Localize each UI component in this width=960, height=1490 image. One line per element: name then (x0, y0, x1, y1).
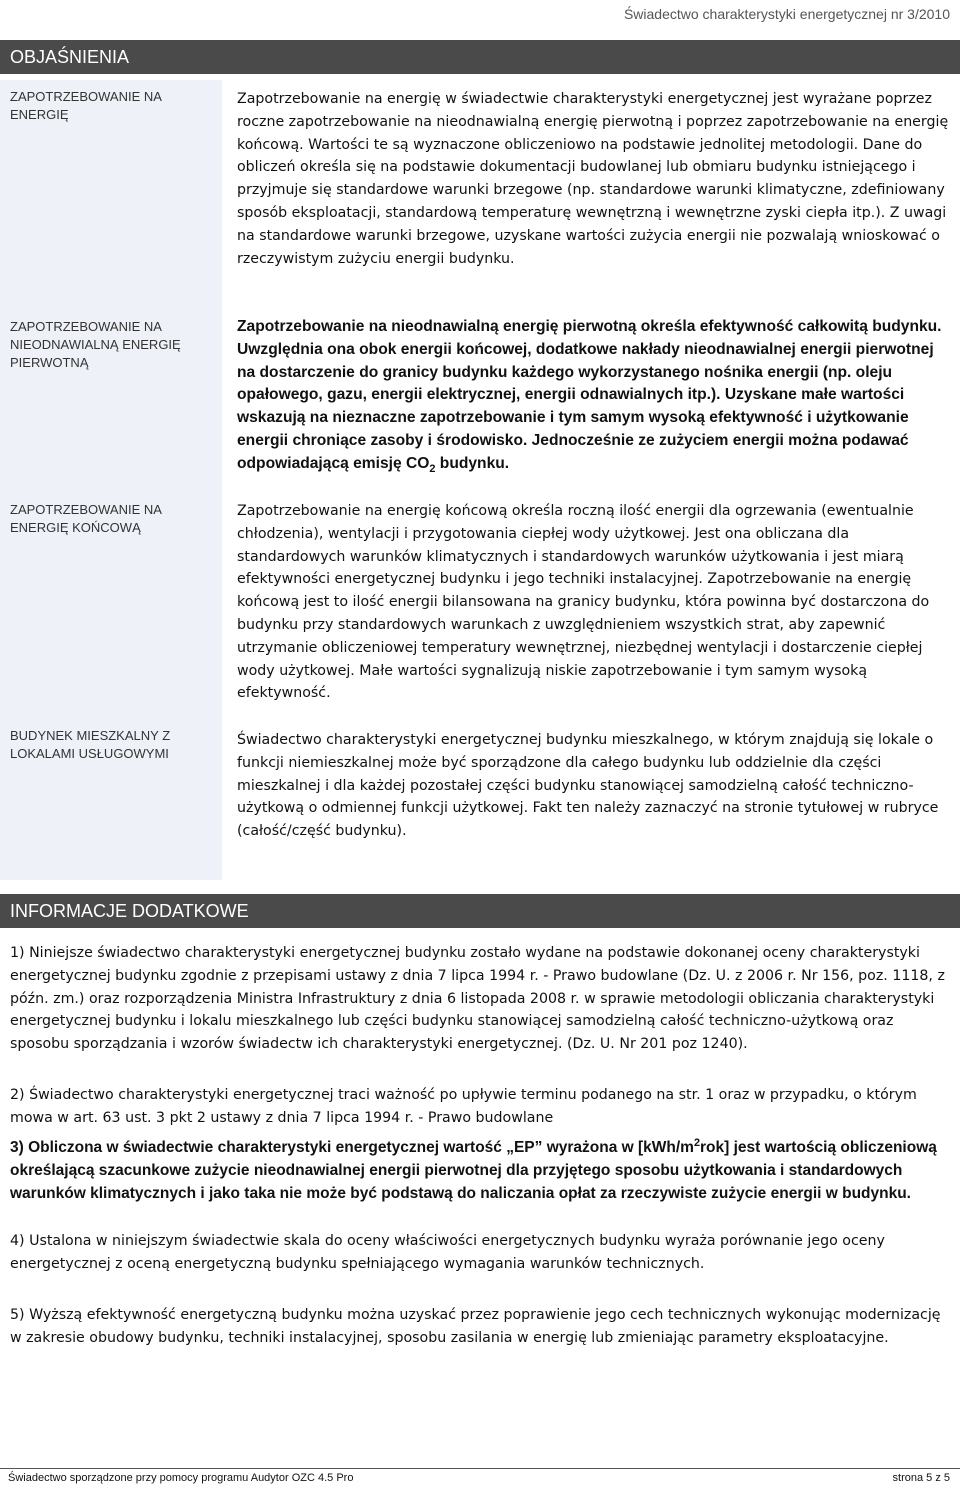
term-text-budynek: Świadectwo charakterystyki energetycznej budynku mieszkalnego, w którym znajdują się lokale o funkcji niemieszkalnej może być sporządzone dla całego budynku lub oddzielnie dla części mieszkalnej i dla każdej pozostałej części budynku stanowiącej samodzielną całość techniczno-użytkową o odmiennej funkcji użytkowej. Fakt ten należy zaznaczyć na stronie tytułowej w rubryce (całość/część budynku). (237, 732, 939, 840)
term-text-energia-koncowa: Zapotrzebowanie na energię końcową określa roczną ilość energii dla ogrzewania (ewentualnie chłodzenia), wentylacji i przygotowania ciepłej wody użytkowej. Jest ona obliczana dla standardowych warunków klimatycznych i standardowych warunków użytkowania i jest miarą efektywności energetycznej budynku i jego techniki instalacyjnej. Zapotrzebowanie na energię końcową jest to ilość energii bilansowana na granicy budynku, która powinna być dostarczona do budynku przy standardowych warunkach z uwzględnieniem wszystkich strat, aby zapewnić utrzymanie obliczeniowej temperatury wewnętrznej, niezbędnej wentylacji i dostarczenie ciepłej wody użytkowej. Małe wartości sygnalizują niskie zapotrzebowanie i tym samym wysoką efektywność. (237, 503, 930, 702)
section-header-objasnienia: OBJAŚNIENIA (0, 40, 960, 74)
info-paragraph-3: 3) Obliczona w świadectwie charakterystyki energetycznej wartość „EP” wyrażona w $[kWh/m^2rok]$ jest wartością obliczeniową określającą szacunkowe zużycie nieodnawialnej energii pierwotnej dla przyjętego sposobu użytkowania i standardowych warunków klimatycznych i jako taka nie może być podstawą do naliczania opłat za rzeczywiste zużycie energii w budynku. (10, 1137, 937, 1202)
page-number: strona 5 z 5 (892, 1472, 950, 1484)
info-paragraph-4: 4) Ustalona w niniejszym świadectwie skala do oceny właściwości energetycznych budynku wyraża porównanie jego oceny energetycznej z oceną energetyczną budynku spełniającego wymagania warunków technicznych. (10, 1233, 885, 1272)
info-paragraph-5: 5) Wyższą efektywność energetyczną budynku można uzyskać przez poprawienie jego cech technicznych wykonując modernizację w zakresie obudowy budynku, techniki instalacyjnej, sposobu zasilania w energię lub zmieniając parametry eksploatacyjne. (10, 1307, 941, 1346)
info-paragraph-2: 2) Świadectwo charakterystyki energetycznej traci ważność po upływie terminu podanego na str. 1 oraz w przypadku, o którym mowa w art. 63 ust. 3 pkt 2 ustawy z dnia 7 lipca 1994 r. - Prawo budowlane (10, 1087, 917, 1126)
term-text-energia: Zapotrzebowanie na energię w świadectwie charakterystyki energetycznej jest wyrażane poprzez roczne zapotrzebowanie na nieodnawialną energię pierwotną i poprzez zapotrzebowanie na energię końcową. Wartości te są wyznaczone obliczeniowo na podstawie jednolitej metodologii. Dane do obliczeń określa się na podstawie dokumentacji budowlanej lub obmiaru budynku istniejącego i przyjmuje się standardowe warunki brzegowe (np. standardowe warunki klimatyczne, zdefiniowany sposób eksploatacji, standardową temperaturę wewnętrzną i wewnętrzne zyski ciepła itp.). Z uwagi na standardowe warunki brzegowe, uzyskane wartości zużycia energii nie pozwalają wnioskować o rzeczywistym zużyciu energii budynku. (237, 91, 949, 267)
term-label-budynek: BUDYNEK MIESZKALNY Z LOKALAMI USŁUGOWYMI (10, 728, 171, 761)
top-bar (0, 0, 960, 30)
info-paragraph-1: 1) Niniejsze świadectwo charakterystyki energetycznej budynku zostało wydane na podstawie dokonanej oceny charakterystyki energetycznej budynku zgodnie z przepisami ustawy z dnia 7 lipca 1994 r. - Prawo budowlane (Dz. U. z 2006 r. Nr 156, poz. 1118, z późn. zm.) oraz rozporządzenia Ministra Infrastruktury z dnia 6 listopada 2008 r. w sprawie metodologii obliczania charakterystyki energetycznej budynku i lokalu mieszkalnego lub części budynku stanowiącej samodzielną całość techniczno-użytkową oraz sposobu sporządzania i wzorów świadectw ich charakterystyki energetycznej. (Dz. U. Nr 201 poz 1240). (10, 945, 945, 1053)
term-text-energia-pierwotna: Zapotrzebowanie na nieodnawialną energię pierwotną określa efektywność całkowitą budynku. Uwzględnia ona obok energii końcowej, dodatkowe nakłady nieodnawialnej energii pierwotnej na dostarczenie do granicy budynku każdego wykorzystanego nośnika energii (np. oleju opałowego, gazu, energii elektrycznej, energii odnawialnych itp.). Uzyskane małe wartości wskazują na nieznaczne zapotrzebowanie i tym samym wysoką efektywność i użytkowanie energii chroniące zasoby i środowisko. Jednocześnie ze zużyciem energii można podawać odpowiadającą emisję $CO_2$ budynku. (237, 318, 942, 475)
term-label-energia-koncowa: ZAPOTRZEBOWANIE NA ENERGIĘ KOŃCOWĄ (10, 502, 162, 535)
section-header-informacje: INFORMACJE DODATKOWE (0, 894, 960, 928)
term-label-energia: ZAPOTRZEBOWANIE NA ENERGIĘ (10, 89, 162, 122)
footer-divider (0, 1468, 960, 1469)
document-title: Świadectwo charakterystyki energetycznej nr 3/2010 (623, 6, 950, 22)
footer-generator-note: Świadectwo sporządzone przy pomocy programu Audytor OZC 4.5 Pro (8, 1472, 354, 1484)
term-label-energia-pierwotna: ZAPOTRZEBOWANIE NA NIEODNAWIALNĄ ENERGIĘ PIERWOTNĄ (10, 319, 181, 370)
